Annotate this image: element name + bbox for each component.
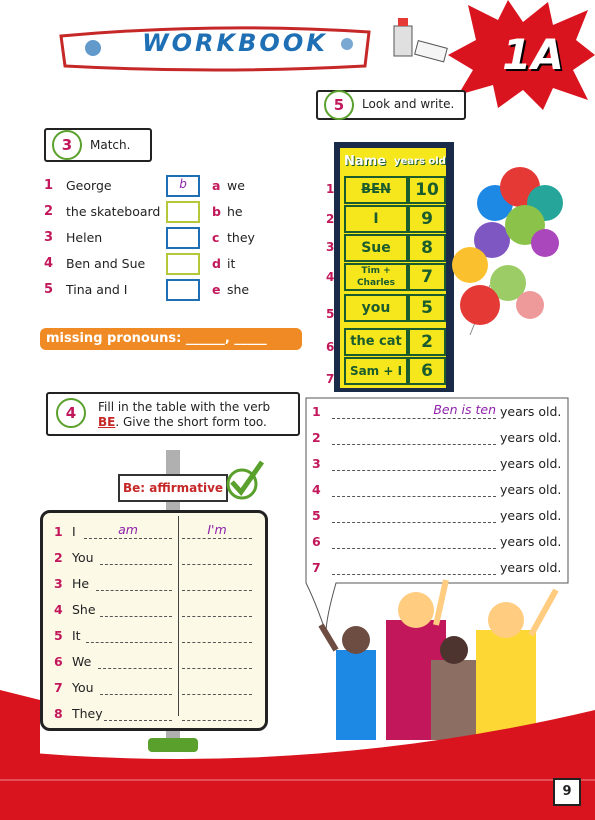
match-left: Tina and I — [66, 282, 128, 297]
age-table-head-age: years old — [394, 156, 446, 167]
affirmative-row — [54, 520, 254, 546]
aff-num: 3 — [54, 576, 63, 591]
match-row — [44, 200, 274, 226]
write-line-suffix: years old. — [500, 534, 562, 549]
write-line-suffix: years old. — [500, 482, 562, 497]
aff-pronoun: She — [72, 602, 96, 617]
match-left: the skateboard — [66, 204, 161, 219]
age-name-cell: BEN — [344, 176, 408, 204]
match-right: she — [227, 282, 250, 297]
match-answer-box[interactable] — [166, 227, 200, 249]
write-line-num: 3 — [312, 456, 321, 471]
aff-pronoun: He — [72, 576, 90, 591]
match-right: they — [227, 230, 255, 245]
aff-num: 4 — [54, 602, 63, 617]
write-line-num: 6 — [312, 534, 321, 549]
aff-num: 5 — [54, 628, 63, 643]
missing-pronouns-bar[interactable]: missing pronouns: ______, _____ — [40, 328, 302, 350]
match-num: 4 — [44, 256, 54, 271]
age-name-cell: the cat — [344, 328, 408, 356]
age-value-cell: 2 — [408, 328, 446, 356]
match-row — [44, 278, 274, 304]
match-answer-box[interactable] — [166, 253, 200, 275]
match-letter: c — [212, 230, 220, 245]
match-row — [44, 252, 274, 278]
age-row-num: 6 — [326, 340, 335, 354]
write-line-suffix: years old. — [500, 560, 562, 575]
aff-full-blank[interactable] — [96, 574, 172, 591]
affirmative-row — [54, 598, 254, 624]
match-right: we — [227, 178, 245, 193]
aff-num: 8 — [54, 706, 63, 721]
ex4-verb: BE — [98, 415, 116, 429]
age-value-cell: 6 — [408, 357, 446, 385]
affirmative-row — [54, 546, 254, 572]
match-list — [44, 174, 274, 304]
checkmark-icon — [222, 458, 266, 502]
page-number: 9 — [553, 778, 581, 806]
write-line-blank[interactable]: Ben is ten — [332, 402, 496, 419]
write-line-num: 5 — [312, 508, 321, 523]
affirmative-row — [54, 572, 254, 598]
ex3-title: Match. — [90, 138, 131, 152]
write-line-suffix: years old. — [500, 430, 562, 445]
age-value-cell: 10 — [408, 176, 446, 204]
aff-pronoun: I — [72, 524, 76, 539]
match-num: 3 — [44, 230, 54, 245]
match-answer-box[interactable] — [166, 201, 200, 223]
ex4-number: 4 — [56, 398, 86, 428]
aff-num: 2 — [54, 550, 63, 565]
aff-pronoun: It — [72, 628, 81, 643]
write-line-num: 4 — [312, 482, 321, 497]
aff-short-blank[interactable] — [182, 626, 252, 643]
write-line-suffix: years old. — [500, 404, 562, 419]
ex4-title — [98, 400, 290, 430]
aff-short-blank[interactable]: I'm — [182, 522, 252, 539]
ex4-title-post: . Give the short form too. — [115, 415, 267, 429]
aff-short-blank[interactable] — [182, 600, 252, 617]
workbook-title: WORKBOOK — [142, 29, 328, 57]
match-letter: a — [212, 178, 221, 193]
age-value-cell: 7 — [408, 263, 446, 291]
aff-pronoun: They — [72, 706, 103, 721]
match-letter: e — [212, 282, 221, 297]
match-answer-box[interactable]: b — [166, 175, 200, 197]
age-value-cell: 5 — [408, 294, 446, 322]
balloons-image — [450, 165, 570, 340]
aff-pronoun: We — [72, 654, 92, 669]
aff-full-blank[interactable] — [100, 600, 172, 617]
match-num: 5 — [44, 282, 54, 297]
match-answer-box[interactable] — [166, 279, 200, 301]
write-line-suffix: years old. — [500, 456, 562, 471]
spray-can-icon — [390, 14, 450, 74]
affirmative-row — [54, 650, 254, 676]
aff-full-blank[interactable]: am — [84, 522, 172, 539]
match-letter: b — [212, 204, 221, 219]
match-left: Ben and Sue — [66, 256, 146, 271]
match-row — [44, 174, 274, 200]
age-value-cell: 8 — [408, 234, 446, 262]
match-num: 2 — [44, 204, 54, 219]
floor-decoration — [0, 690, 595, 820]
write-line-suffix: years old. — [500, 508, 562, 523]
aff-pronoun: You — [72, 680, 94, 695]
aff-pronoun: You — [72, 550, 94, 565]
age-row-num: 1 — [326, 182, 335, 196]
ex5-number: 5 — [324, 90, 354, 120]
age-row-num: 7 — [326, 372, 335, 386]
age-name-cell: you — [344, 294, 408, 322]
age-row-num: 2 — [326, 212, 335, 226]
age-name-cell: I — [344, 205, 408, 233]
age-row-num: 3 — [326, 240, 335, 254]
unit-label: 1A — [502, 30, 564, 79]
ex4-title-pre: Fill in the table with the verb — [98, 400, 271, 414]
aff-full-blank[interactable] — [86, 626, 172, 643]
aff-num: 1 — [54, 524, 63, 539]
aff-num: 6 — [54, 654, 63, 669]
write-line-num: 7 — [312, 560, 321, 575]
ex5-title: Look and write. — [362, 97, 455, 111]
match-num: 1 — [44, 178, 54, 193]
age-name-cell: Sam + I — [344, 357, 408, 385]
age-table-head-name: Name — [344, 154, 387, 169]
aff-short-blank[interactable] — [182, 548, 252, 565]
write-line-num: 1 — [312, 404, 321, 419]
write-line-num: 2 — [312, 430, 321, 445]
aff-num: 7 — [54, 680, 63, 695]
match-right: it — [227, 256, 236, 271]
aff-full-blank[interactable] — [98, 652, 172, 669]
match-left: Helen — [66, 230, 103, 245]
aff-short-blank[interactable] — [182, 574, 252, 591]
match-row — [44, 226, 274, 252]
age-name-cell: Sue — [344, 234, 408, 262]
affirmative-row — [54, 624, 254, 650]
age-row-num: 5 — [326, 307, 335, 321]
match-left: George — [66, 178, 112, 193]
ex3-number: 3 — [52, 130, 82, 160]
age-value-cell: 9 — [408, 205, 446, 233]
match-right: he — [227, 204, 243, 219]
aff-full-blank[interactable] — [100, 548, 172, 565]
age-name-cell: Tim + Charles — [344, 263, 408, 291]
match-letter: d — [212, 256, 221, 271]
age-row-num: 4 — [326, 270, 335, 284]
sign-be-affirmative: Be: affirmative — [118, 474, 228, 502]
aff-short-blank[interactable] — [182, 652, 252, 669]
